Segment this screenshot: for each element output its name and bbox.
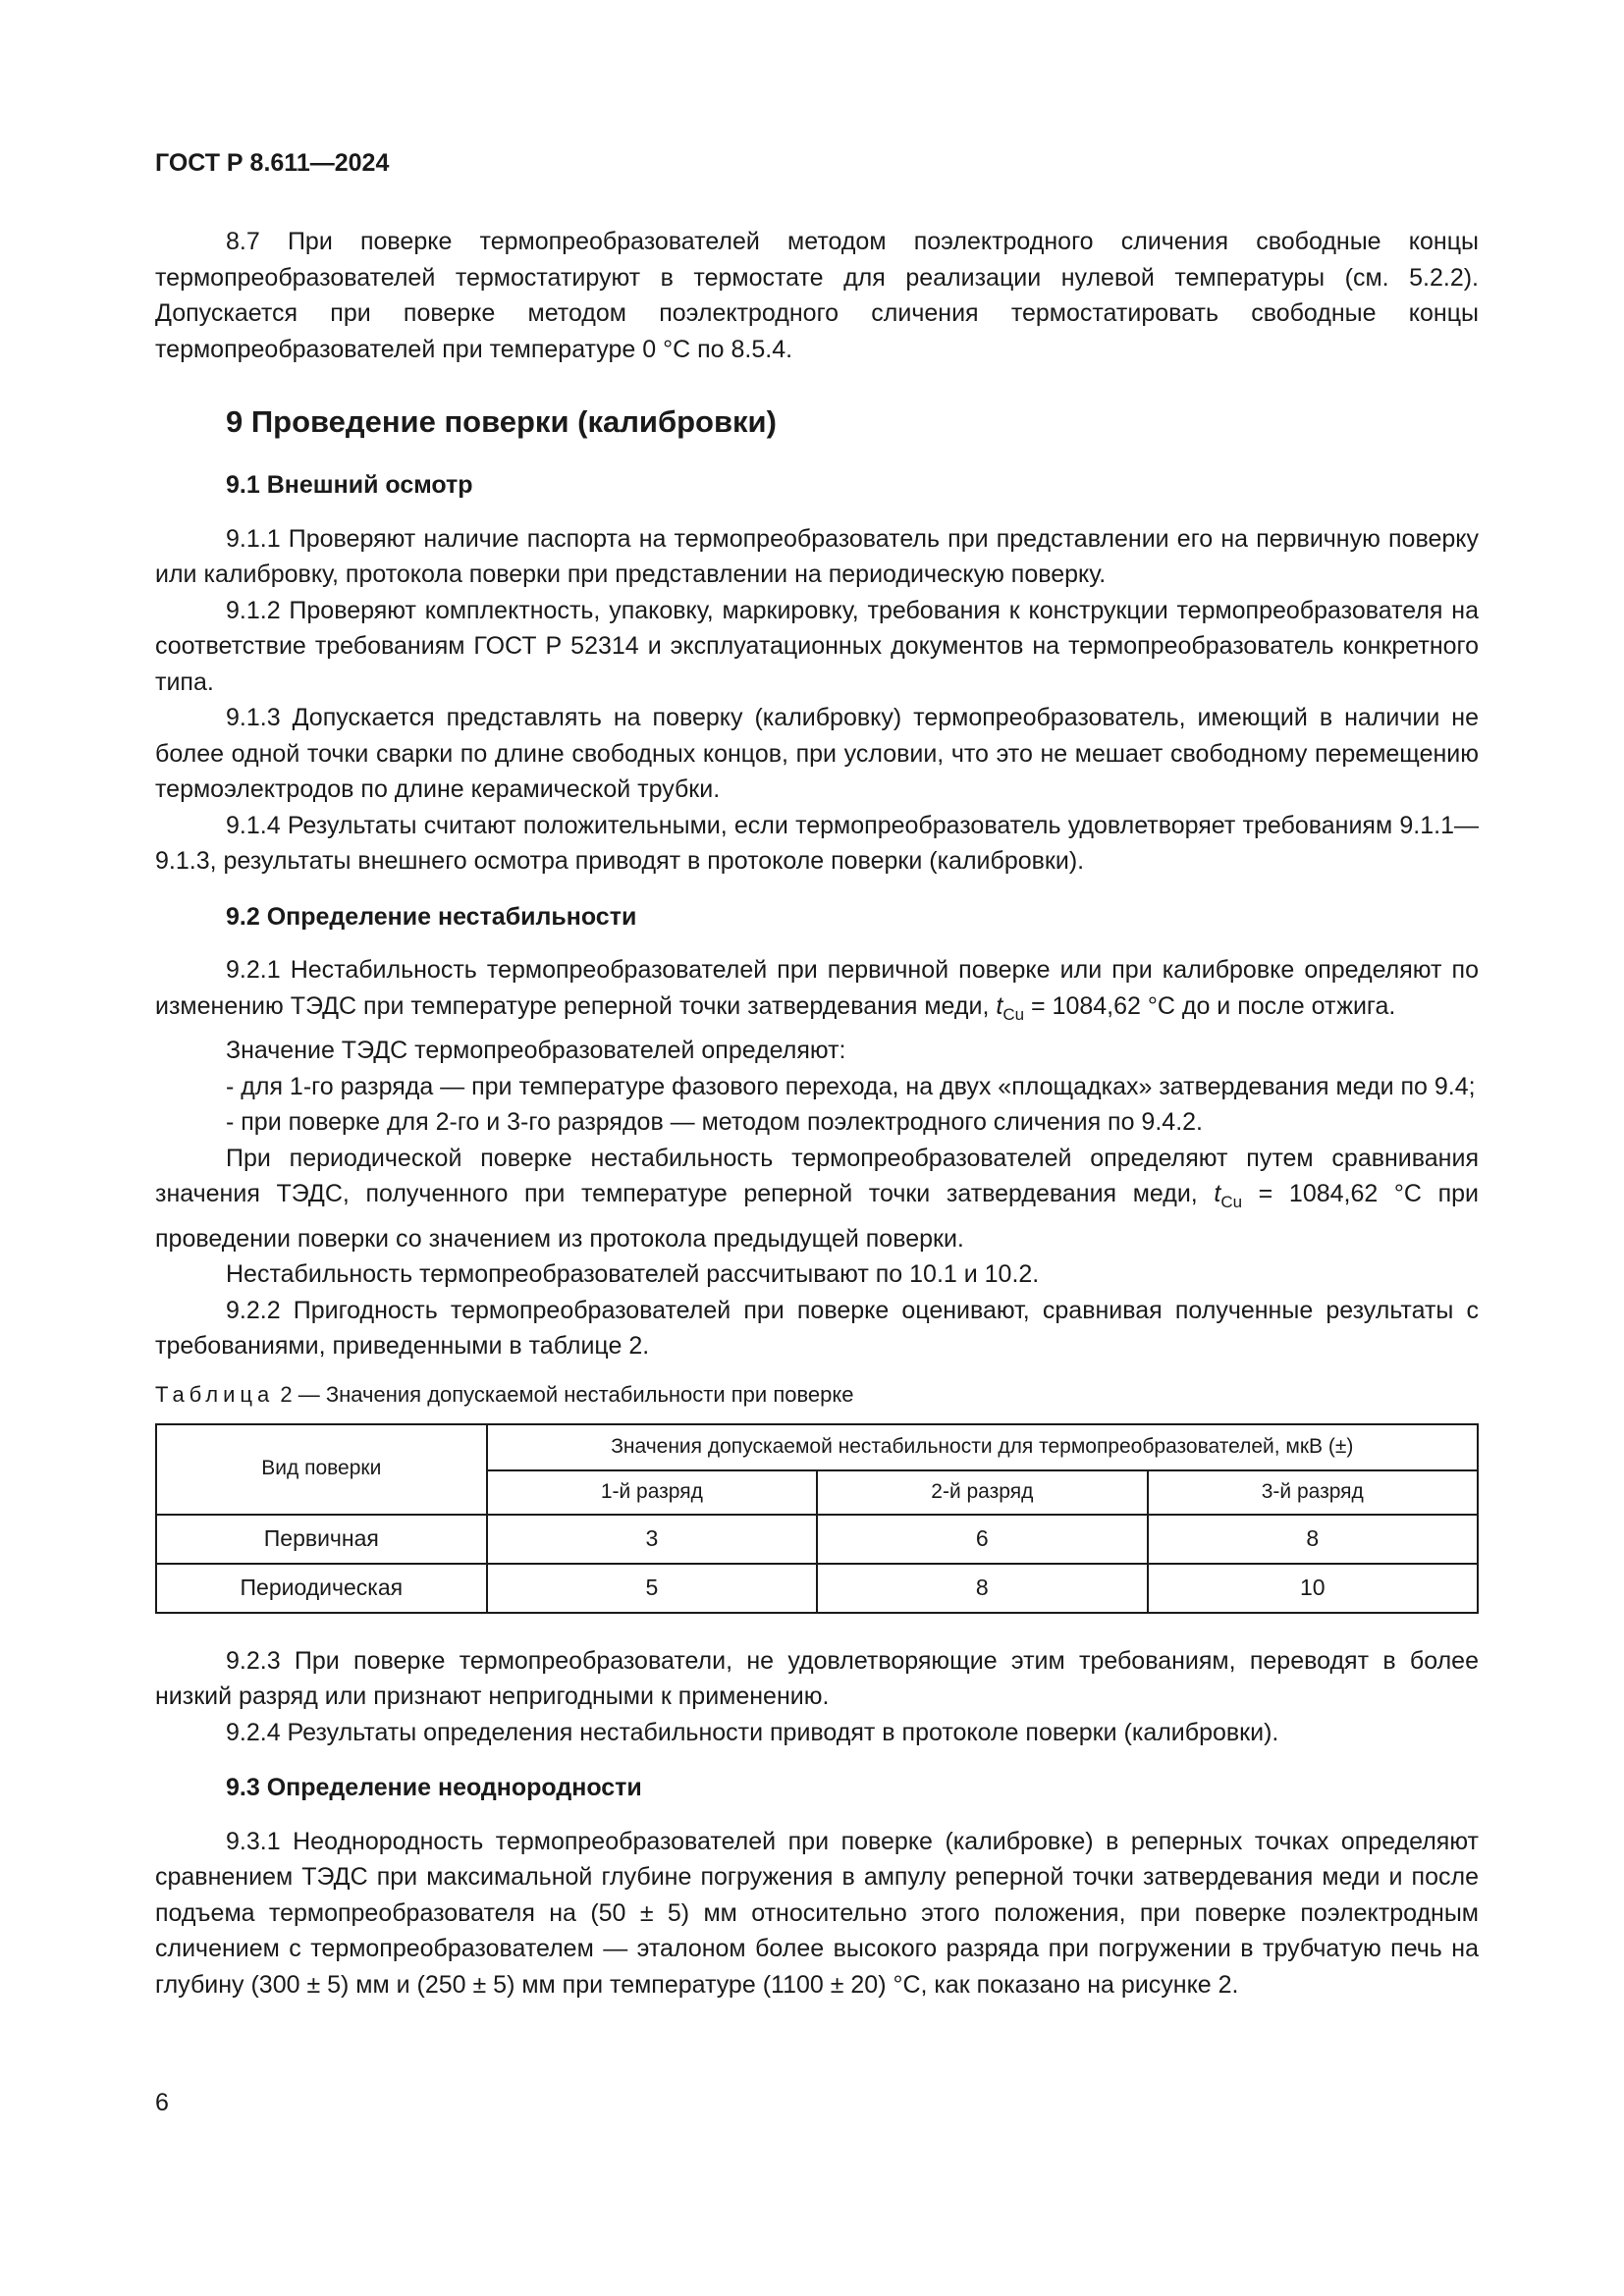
t-cu-subscript: Cu — [1220, 1193, 1243, 1211]
table-header-grade-2: 2-й разряд — [817, 1470, 1147, 1515]
paragraph-9-3-1: 9.3.1 Неоднородность термопреобразователей при поверке (калибровке) в реперных точках определяют сравнением ТЭДС при максимальной глубине погружения в ампулу реперной точки затвердевания меди и после подъема термопреобразователя на (50 ± 5) мм относительно этого положения, при поверке поэлектродным сличением с термопреобразователем — эталоном более высокого разряда при погружении в трубчатую печь на глубину (300 ± 5) мм и (250 ± 5) мм при температуре (1100 ± 20) °С, как показано на рисунке 2. — [155, 1827, 1479, 1999]
list-item-grade-1: - для 1-го разряда — при температуре фазового перехода, на двух «площадках» затвердевания меди по 9.4; — [226, 1072, 1476, 1100]
paragraph-calculation: Нестабильность термопреобразователей рассчитывают по 10.1 и 10.2. — [226, 1260, 1040, 1288]
paragraph-9-2-1: 9.2.1 Нестабильность термопреобразователей при первичной поверке или при калибровке определяют по изменению ТЭДС при температуре реперной точки затвердевания меди, $t_{Cu} = 1084,62$ °С до и после отжига. — [155, 956, 1479, 1024]
paragraph-9-1-2: 9.1.2 Проверяют комплектность, упаковку, маркировку, требования к конструкции термопреобразователя на соответствие требованиям ГОСТ Р 52314 и эксплуатационных документов на термопреобразователь конкретного типа. — [155, 596, 1479, 696]
table-cell: 5 — [487, 1564, 817, 1613]
table-row — [156, 1564, 1478, 1613]
paragraph-8-7: 8.7 При поверке термопреобразователей методом поэлектродного сличения свободные концы термопреобразователей термостатируют в термостате для реализации нулевой температуры (см. 5.2.2). Допускается при поверке методом поэлектродного сличения термостатировать свободные концы термопреобразователей при температуре 0 °С по 8.5.4. — [155, 228, 1479, 363]
document-body — [155, 224, 1479, 2002]
table-2-caption: Таблица 2 — Значения допускаемой нестабильности при поверке — [155, 1381, 854, 1407]
subsection-9-2-title: 9.2 Определение нестабильности — [226, 902, 637, 931]
section-9-title: 9 Проведение поверки (калибровки) — [226, 404, 777, 439]
paragraph-9-2-1-intro: Значение ТЭДС термопреобразователей определяют: — [226, 1037, 846, 1064]
subsection-9-1-title: 9.1 Внешний осмотр — [226, 471, 473, 499]
list-item-grade-2-3: - при поверке для 2-го и 3-го разрядов — методом поэлектродного сличения по 9.4.2. — [226, 1108, 1203, 1136]
t-cu-symbol: t — [996, 991, 1003, 1020]
table-header-grade-1: 1-й разряд — [487, 1470, 817, 1515]
table-cell: 8 — [1148, 1515, 1478, 1564]
table-row — [156, 1515, 1478, 1564]
table-cell: 6 — [817, 1515, 1147, 1564]
table-cell: 3 — [487, 1515, 817, 1564]
table-cell: 8 — [817, 1564, 1147, 1613]
table-cell-kind: Периодическая — [156, 1564, 487, 1613]
page-number: 6 — [155, 2089, 169, 2116]
t-cu-subscript: Cu — [1002, 1004, 1025, 1024]
paragraph-9-2-2: 9.2.2 Пригодность термопреобразователей при поверке оценивают, сравнивая полученные результаты с требованиями, приведенными в таблице 2. — [155, 1296, 1479, 1360]
table-cell-kind: Первичная — [156, 1515, 487, 1564]
paragraph-9-2-3: 9.2.3 При поверке термопреобразователи, не удовлетворяющие этим требованиям, переводят в более низкий разряд или признают непригодными к применению. — [155, 1646, 1479, 1710]
table-cell: 10 — [1148, 1564, 1478, 1613]
document-header: ГОСТ Р 8.611—2024 — [155, 149, 390, 177]
paragraph-9-1-4: 9.1.4 Результаты считают положительными, если термопреобразователь удовлетворяет требованиям 9.1.1—9.1.3, результаты внешнего осмотра приводят в протоколе поверки (калибровки). — [155, 811, 1479, 875]
t-cu-symbol: t — [1214, 1180, 1221, 1207]
table-2 — [155, 1423, 1479, 1614]
paragraph-periodic: При периодической поверке нестабильность термопреобразователей определяют путем сравнивания значения ТЭДС, полученного при температуре реперной точки затвердевания меди, $t_{Cu} = 1084,62$ °С при проведении поверки со значением из протокола предыдущей поверки. — [155, 1144, 1479, 1253]
paragraph-9-2-4: 9.2.4 Результаты определения нестабильности приводят в протоколе поверки (калибровки). — [226, 1718, 1279, 1746]
table-header-kind: Вид поверки — [156, 1424, 487, 1515]
subsection-9-3-title: 9.3 Определение неоднородности — [226, 1774, 642, 1801]
paragraph-9-1-3: 9.1.3 Допускается представлять на поверку (калибровку) термопреобразователь, имеющий в наличии не более одной точки сварки по длине свободных концов, при условии, что это не мешает свободному перемещению термоэлектродов по длине керамической трубки. — [155, 704, 1479, 803]
table-header-grade-3: 3-й разряд — [1148, 1470, 1478, 1515]
paragraph-9-1-1: 9.1.1 Проверяют наличие паспорта на термопреобразователь при представлении его на первичную поверку или калибровку, протокола поверки при представлении на периодическую поверку. — [155, 524, 1479, 588]
table-header-group: Значения допускаемой нестабильности для термопреобразователей, мкВ (±) — [487, 1424, 1478, 1470]
